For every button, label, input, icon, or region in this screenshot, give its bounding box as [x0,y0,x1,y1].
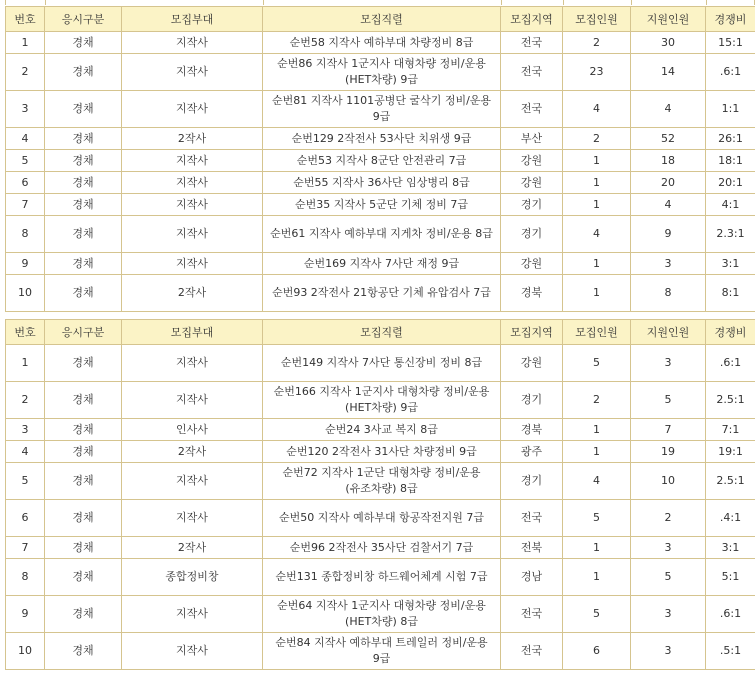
cell-applicant-count: 3 [631,596,706,633]
cell-exam-type: 경채 [45,54,122,91]
header-region: 모집지역 [501,320,563,345]
header-exam-type: 응시구분 [45,7,122,32]
table-row [6,463,755,500]
cell-region: 강원 [501,150,563,172]
cell-exam-type: 경채 [45,596,122,633]
cell-unit: 지작사 [122,345,263,382]
cell-recruit-count: 1 [563,419,631,441]
table-row [6,275,755,312]
cell-applicant-count: 8 [631,275,706,312]
cell-applicant-count: 19 [631,441,706,463]
header-number: 번호 [6,320,45,345]
cell-exam-type: 경채 [45,419,122,441]
cell-number: 9 [6,253,45,275]
recruitment-table-1 [5,6,755,312]
cell-region: 강원 [501,253,563,275]
header-exam-type: 응시구분 [45,320,122,345]
cell-unit: 지작사 [122,463,263,500]
table-row [6,537,755,559]
cell-competition-rate: 20:1 [706,172,755,194]
header-applicant-count: 지원인원 [631,7,706,32]
table-row [6,32,755,54]
table-row [6,419,755,441]
cell-position: 순번166 지작사 1군지사 대형차량 정비/운용(HET차량) 9급 [263,382,501,419]
cell-number: 3 [6,419,45,441]
cell-exam-type: 경채 [45,500,122,537]
cell-number: 8 [6,216,45,253]
cell-number: 3 [6,91,45,128]
cell-applicant-count: 3 [631,537,706,559]
cell-position: 순번120 2작전사 31사단 차량정비 9급 [263,441,501,463]
cell-exam-type: 경채 [45,194,122,216]
cell-competition-rate: 19:1 [706,441,755,463]
cell-unit: 지작사 [122,500,263,537]
cell-recruit-count: 2 [563,382,631,419]
cell-position: 순번61 지작사 예하부대 지게차 정비/운용 8급 [263,216,501,253]
cell-exam-type: 경채 [45,275,122,312]
cell-competition-rate: .4:1 [706,500,755,537]
cell-applicant-count: 3 [631,633,706,670]
cell-competition-rate: 15:1 [706,32,755,54]
table-row [6,216,755,253]
cell-region: 전국 [501,633,563,670]
cell-exam-type: 경채 [45,559,122,596]
cell-position: 순번50 지작사 예하부대 항공작전지원 7급 [263,500,501,537]
cell-recruit-count: 1 [563,537,631,559]
previous-table-edge [5,0,755,5]
cell-position: 순번58 지작사 예하부대 차량정비 8급 [263,32,501,54]
cell-exam-type: 경채 [45,463,122,500]
cell-region: 부산 [501,128,563,150]
cell-competition-rate: .6:1 [706,596,755,633]
cell-position: 순번149 지작사 7사단 통신장비 정비 8급 [263,345,501,382]
table-header [6,320,755,345]
cell-unit: 지작사 [122,91,263,128]
cell-unit: 지작사 [122,633,263,670]
cell-number: 1 [6,32,45,54]
cell-exam-type: 경채 [45,537,122,559]
cell-applicant-count: 18 [631,150,706,172]
cell-position: 순번131 종합정비창 하드웨어체계 시험 7급 [263,559,501,596]
cell-exam-type: 경채 [45,32,122,54]
cell-applicant-count: 14 [631,54,706,91]
cell-position: 순번72 지작사 1군단 대형차량 정비/운용(유조차량) 8급 [263,463,501,500]
cell-applicant-count: 9 [631,216,706,253]
cell-region: 경북 [501,419,563,441]
table-row [6,91,755,128]
table-row [6,382,755,419]
cell-number: 7 [6,537,45,559]
recruitment-table-2 [5,319,755,670]
cell-number: 2 [6,54,45,91]
cell-applicant-count: 10 [631,463,706,500]
cell-recruit-count: 2 [563,32,631,54]
cell-number: 4 [6,441,45,463]
cell-recruit-count: 1 [563,441,631,463]
cell-region: 전북 [501,537,563,559]
cell-unit: 인사사 [122,419,263,441]
cell-recruit-count: 1 [563,172,631,194]
cell-recruit-count: 5 [563,500,631,537]
cell-number: 4 [6,128,45,150]
cell-position: 순번129 2작전사 53사단 치위생 9급 [263,128,501,150]
cell-exam-type: 경채 [45,441,122,463]
cell-unit: 지작사 [122,382,263,419]
cell-position: 순번64 지작사 1군지사 대형차량 정비/운용(HET차량) 8급 [263,596,501,633]
cell-competition-rate: .6:1 [706,345,755,382]
cell-unit: 지작사 [122,194,263,216]
cell-recruit-count: 5 [563,596,631,633]
cell-applicant-count: 3 [631,345,706,382]
cell-applicant-count: 52 [631,128,706,150]
header-recruit-count: 모집인원 [563,7,631,32]
cell-number: 9 [6,596,45,633]
table-row [6,128,755,150]
cell-position: 순번24 3사교 복지 8급 [263,419,501,441]
cell-position: 순번93 2작전사 21항공단 기체 유압검사 7급 [263,275,501,312]
cell-recruit-count: 4 [563,463,631,500]
cell-applicant-count: 4 [631,194,706,216]
cell-competition-rate: 5:1 [706,559,755,596]
cell-region: 전국 [501,32,563,54]
cell-competition-rate: 3:1 [706,537,755,559]
cell-competition-rate: 7:1 [706,419,755,441]
cell-region: 경기 [501,463,563,500]
cell-recruit-count: 6 [563,633,631,670]
cell-number: 2 [6,382,45,419]
cell-unit: 2작사 [122,128,263,150]
cell-region: 광주 [501,441,563,463]
cell-competition-rate: 2.5:1 [706,382,755,419]
cell-exam-type: 경채 [45,128,122,150]
cell-exam-type: 경채 [45,345,122,382]
cell-competition-rate: .6:1 [706,54,755,91]
cell-unit: 지작사 [122,32,263,54]
table-row [6,500,755,537]
cell-applicant-count: 5 [631,382,706,419]
cell-number: 5 [6,463,45,500]
table-body [6,32,755,312]
cell-competition-rate: 2.5:1 [706,463,755,500]
cell-region: 경기 [501,194,563,216]
cell-unit: 종합정비창 [122,559,263,596]
cell-exam-type: 경채 [45,216,122,253]
table-row [6,194,755,216]
cell-region: 경남 [501,559,563,596]
cell-competition-rate: 8:1 [706,275,755,312]
cell-exam-type: 경채 [45,150,122,172]
header-unit: 모집부대 [122,7,263,32]
cell-unit: 지작사 [122,596,263,633]
cell-position: 순번96 2작전사 35사단 검찰서기 7급 [263,537,501,559]
cell-number: 5 [6,150,45,172]
cell-unit: 지작사 [122,216,263,253]
cell-position: 순번81 지작사 1101공병단 굴삭기 정비/운용 9급 [263,91,501,128]
table-row [6,54,755,91]
cell-position: 순번55 지작사 36사단 임상병리 8급 [263,172,501,194]
cell-recruit-count: 23 [563,54,631,91]
table-row [6,345,755,382]
header-unit: 모집부대 [122,320,263,345]
cell-recruit-count: 4 [563,91,631,128]
cell-applicant-count: 3 [631,253,706,275]
table-row [6,596,755,633]
cell-number: 10 [6,275,45,312]
cell-region: 전국 [501,596,563,633]
cell-competition-rate: 2.3:1 [706,216,755,253]
cell-competition-rate: .5:1 [706,633,755,670]
header-recruit-count: 모집인원 [563,320,631,345]
table-header [6,7,755,32]
cell-position: 순번86 지작사 1군지사 대형차량 정비/운용(HET차량) 9급 [263,54,501,91]
cell-recruit-count: 1 [563,150,631,172]
cell-applicant-count: 5 [631,559,706,596]
cell-region: 전국 [501,54,563,91]
cell-competition-rate: 26:1 [706,128,755,150]
header-position: 모집직렬 [263,320,501,345]
cell-region: 강원 [501,345,563,382]
cell-number: 7 [6,194,45,216]
cell-exam-type: 경채 [45,382,122,419]
table-row [6,441,755,463]
table-row [6,253,755,275]
cell-unit: 지작사 [122,253,263,275]
cell-competition-rate: 1:1 [706,91,755,128]
header-competition-rate: 경쟁비 [706,7,755,32]
cell-region: 전국 [501,500,563,537]
header-number: 번호 [6,7,45,32]
cell-recruit-count: 4 [563,216,631,253]
cell-unit: 지작사 [122,150,263,172]
cell-applicant-count: 7 [631,419,706,441]
table-row [6,172,755,194]
table-row [6,559,755,596]
cell-region: 경기 [501,382,563,419]
cell-number: 6 [6,500,45,537]
table-body [6,345,755,670]
cell-exam-type: 경채 [45,91,122,128]
cell-applicant-count: 30 [631,32,706,54]
cell-region: 강원 [501,172,563,194]
cell-region: 경북 [501,275,563,312]
cell-position: 순번53 지작사 8군단 안전관리 7급 [263,150,501,172]
cell-applicant-count: 20 [631,172,706,194]
cell-recruit-count: 5 [563,345,631,382]
cell-unit: 2작사 [122,441,263,463]
cell-recruit-count: 1 [563,253,631,275]
cell-exam-type: 경채 [45,253,122,275]
cell-applicant-count: 2 [631,500,706,537]
cell-competition-rate: 3:1 [706,253,755,275]
cell-region: 경기 [501,216,563,253]
cell-recruit-count: 1 [563,194,631,216]
header-applicant-count: 지원인원 [631,320,706,345]
cell-number: 6 [6,172,45,194]
cell-recruit-count: 2 [563,128,631,150]
cell-position: 순번84 지작사 예하부대 트레일러 정비/운용 9급 [263,633,501,670]
header-competition-rate: 경쟁비 [706,320,755,345]
cell-position: 순번35 지작사 5군단 기체 정비 7급 [263,194,501,216]
cell-exam-type: 경채 [45,633,122,670]
cell-region: 전국 [501,91,563,128]
cell-number: 8 [6,559,45,596]
cell-number: 1 [6,345,45,382]
cell-unit: 2작사 [122,275,263,312]
cell-recruit-count: 1 [563,559,631,596]
cell-exam-type: 경채 [45,172,122,194]
cell-recruit-count: 1 [563,275,631,312]
cell-unit: 지작사 [122,54,263,91]
cell-unit: 지작사 [122,172,263,194]
cell-applicant-count: 4 [631,91,706,128]
table-row [6,633,755,670]
cell-unit: 2작사 [122,537,263,559]
cell-number: 10 [6,633,45,670]
header-region: 모집지역 [501,7,563,32]
cell-competition-rate: 18:1 [706,150,755,172]
cell-competition-rate: 4:1 [706,194,755,216]
cell-position: 순번169 지작사 7사단 재정 9급 [263,253,501,275]
header-position: 모집직렬 [263,7,501,32]
table-row [6,150,755,172]
